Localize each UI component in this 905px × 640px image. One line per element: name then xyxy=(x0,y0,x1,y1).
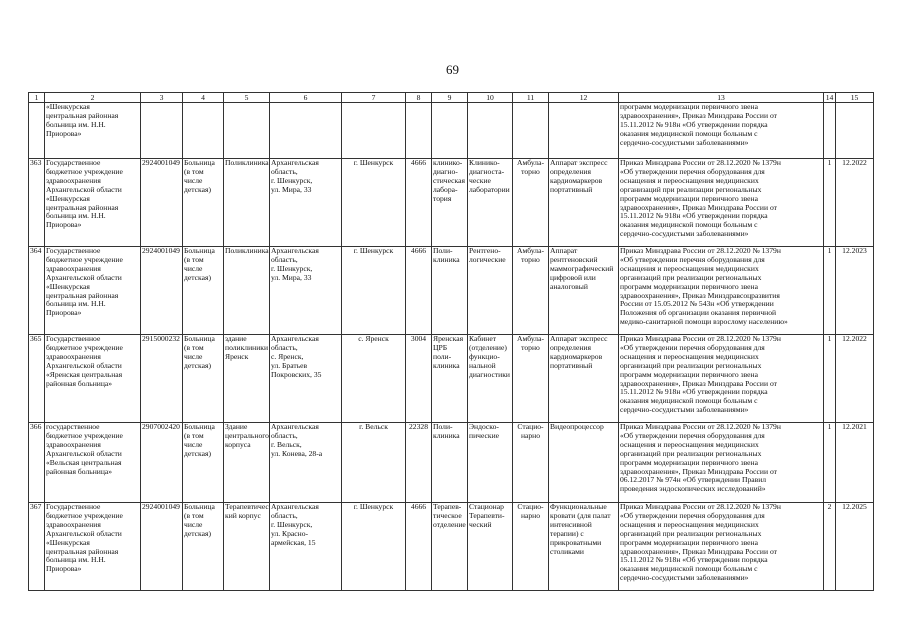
table-row xyxy=(29,423,874,503)
equipment-cell: Функциональные кровати (для палат интенсивной терапии) с прикроватными столиками xyxy=(549,503,619,591)
column-number-row xyxy=(29,93,874,103)
organization-cell: Государственное бюджетное учреждение здравоохранения Архангельской области «Шенкурская центральная районная больница им. Н.Н. Приорова» xyxy=(45,247,141,335)
department-cell: Стационар Терапевти- ческий xyxy=(468,503,513,591)
unit-cell: клинико- диагно- стическая лабора- тория xyxy=(432,159,468,247)
population-cell: 4666 xyxy=(406,247,432,335)
inn-cell: 2915000232 xyxy=(141,335,183,423)
basis-cell: программ модернизации первичного звена здравоохранения», Приказ Минздрава России от 15.11.2012 № 918н «Об утверждении порядка оказания медицинской помощи больным с сердечно-сосудистыми заболеваниями» xyxy=(619,103,824,159)
building-cell: Поликлиника xyxy=(224,159,270,247)
department-cell: Рентгено- логические xyxy=(468,247,513,335)
mode-cell: Стацио- нарно xyxy=(513,423,549,503)
equipment-cell: Аппарат рентгеновский маммографический цифровой или аналоговый xyxy=(549,247,619,335)
population-cell: 4666 xyxy=(406,159,432,247)
date-cell: 12.2022 xyxy=(836,335,874,423)
facility-type-cell: Больница (в том числе детская) xyxy=(183,423,224,503)
basis-cell: Приказ Минздрава России от 28.12.2020 № 1379н «Об утверждении перечня оборудования для оснащения и переоснащения медицинских организаций при реализации региональных программ модернизации первичного звена здравоохранения», Приказ Минздрава России от 15.11.2012 № 918н «Об утверждении порядка оказания медицинской помощи больным с сердечно-сосудистыми заболеваниями» xyxy=(619,503,824,591)
column-header: 6 xyxy=(270,93,342,103)
row-number: 366 xyxy=(29,423,45,503)
population-cell: 4666 xyxy=(406,503,432,591)
date-cell: 12.2025 xyxy=(836,503,874,591)
quantity-cell: 2 xyxy=(824,503,836,591)
locality-cell: г. Шенкурск xyxy=(342,503,406,591)
row-number: 364 xyxy=(29,247,45,335)
date-cell: 12.2021 xyxy=(836,423,874,503)
column-header: 4 xyxy=(183,93,224,103)
locality-cell: г. Шенкурск xyxy=(342,247,406,335)
table-row xyxy=(29,247,874,335)
column-header: 9 xyxy=(432,93,468,103)
address-cell: Архангельская область, г. Шенкурск, ул. Мира, 33 xyxy=(270,159,342,247)
date-cell: 12.2023 xyxy=(836,247,874,335)
column-header: 1 xyxy=(29,93,45,103)
inn-cell: 2924001049 xyxy=(141,503,183,591)
locality-cell: г. Шенкурск xyxy=(342,159,406,247)
unit-cell: Яренская ЦРБ поли- клиника xyxy=(432,335,468,423)
column-header: 3 xyxy=(141,93,183,103)
address-cell: Архангельская область, г. Вельск, ул. Конева, 28-а xyxy=(270,423,342,503)
mode-cell: Амбула- торно xyxy=(513,247,549,335)
mode-cell: Стацио- нарно xyxy=(513,503,549,591)
quantity-cell: 1 xyxy=(824,335,836,423)
organization-cell: государственное бюджетное учреждение здравоохранения Архангельской области «Вельская центральная районная больница» xyxy=(45,423,141,503)
facility-type-cell: Больница (в том числе детская) xyxy=(183,159,224,247)
unit-cell: Терапев- тическое отделение xyxy=(432,503,468,591)
mode-cell: Амбула- торно xyxy=(513,159,549,247)
inn-cell: 2924001049 xyxy=(141,159,183,247)
equipment-cell: Аппарат экспресс определения кардиомаркеров портативный xyxy=(549,159,619,247)
equipment-register-table xyxy=(28,92,874,591)
basis-cell: Приказ Минздрава России от 28.12.2020 № 1379н «Об утверждении перечня оборудования для оснащения и переоснащения медицинских организаций при реализации региональных программ модернизации первичного звена здравоохранения», Приказ Минздрава России от 06.12.2017 № 974н «Об утверждении Правил проведения эндоскопических исследований» xyxy=(619,423,824,503)
organization-cell: «Шенкурская центральная районная больница им. Н.Н. Приорова» xyxy=(45,103,141,159)
department-cell: Клинико- диагноста- ческие лаборатории xyxy=(468,159,513,247)
quantity-cell: 1 xyxy=(824,423,836,503)
quantity-cell: 1 xyxy=(824,159,836,247)
date-cell: 12.2022 xyxy=(836,159,874,247)
address-cell: Архангельская область, г. Шенкурск, ул. Мира, 33 xyxy=(270,247,342,335)
row-number: 363 xyxy=(29,159,45,247)
equipment-cell: Аппарат экспресс определения кардиомаркеров портативный xyxy=(549,335,619,423)
inn-cell: 2907002420 xyxy=(141,423,183,503)
building-cell: здание поликлиники Яренск xyxy=(224,335,270,423)
mode-cell: Амбула- торно xyxy=(513,335,549,423)
table-row xyxy=(29,503,874,591)
column-header: 12 xyxy=(549,93,619,103)
column-header: 15 xyxy=(836,93,874,103)
building-cell: Терапевтичес кий корпус xyxy=(224,503,270,591)
building-cell: Здание центрального корпуса xyxy=(224,423,270,503)
column-header: 8 xyxy=(406,93,432,103)
building-cell: Поликлиника xyxy=(224,247,270,335)
unit-cell: Поли- клиника xyxy=(432,247,468,335)
population-cell: 3004 xyxy=(406,335,432,423)
quantity-cell: 1 xyxy=(824,247,836,335)
row-number: 365 xyxy=(29,335,45,423)
organization-cell: Государственное бюджетное учреждение здравоохранения Архангельской области «Шенкурская центральная районная больница им. Н.Н. Приорова» xyxy=(45,159,141,247)
page-number: 69 xyxy=(446,62,459,77)
equipment-cell: Видеопроцессор xyxy=(549,423,619,503)
table-row xyxy=(29,159,874,247)
locality-cell: г. Вельск xyxy=(342,423,406,503)
organization-cell: Государственное бюджетное учреждение здравоохранения Архангельской области «Шенкурская центральная районная больница им. Н.Н. Приорова» xyxy=(45,503,141,591)
column-header: 11 xyxy=(513,93,549,103)
column-header: 10 xyxy=(468,93,513,103)
table-row xyxy=(29,335,874,423)
row-number: 367 xyxy=(29,503,45,591)
address-cell: Архангельская область, с. Яренск, ул. Братьев Покровских, 35 xyxy=(270,335,342,423)
basis-cell: Приказ Минздрава России от 28.12.2020 № 1379н «Об утверждении перечня оборудования для оснащения и переоснащения медицинских организаций при реализации региональных программ модернизации первичного звена здравоохранения», Приказ Минздрава России от 15.11.2012 № 918н «Об утверждении порядка оказания медицинской помощи больным с сердечно-сосудистыми заболеваниями» xyxy=(619,335,824,423)
basis-cell: Приказ Минздрава России от 28.12.2020 № 1379н «Об утверждении перечня оборудования для оснащения и переоснащения медицинских организаций при реализации региональных программ модернизации первичного звена здравоохранения», Приказ Минздравсоцразвития России от 15.05.2012 № 543н «Об утверждении Положения об организации оказания первичной медико-санитарной помощи взрослому населению» xyxy=(619,247,824,335)
department-cell: Эндоско- пические xyxy=(468,423,513,503)
population-cell: 22328 xyxy=(406,423,432,503)
column-header: 13 xyxy=(619,93,824,103)
basis-cell: Приказ Минздрава России от 28.12.2020 № 1379н «Об утверждении перечня оборудования для оснащения и переоснащения медицинских организаций при реализации региональных программ модернизации первичного звена здравоохранения», Приказ Минздрава России от 15.11.2012 № 918н «Об утверждении порядка оказания медицинской помощи больным с сердечно-сосудистыми заболеваниями» xyxy=(619,159,824,247)
department-cell: Кабинет (отделение) функцио- нальной диагностики xyxy=(468,335,513,423)
facility-type-cell: Больница (в том числе детская) xyxy=(183,335,224,423)
column-header: 7 xyxy=(342,93,406,103)
inn-cell: 2924001049 xyxy=(141,247,183,335)
continuation-row xyxy=(29,103,874,159)
facility-type-cell: Больница (в том числе детская) xyxy=(183,247,224,335)
column-header: 14 xyxy=(824,93,836,103)
organization-cell: Государственное бюджетное учреждение здравоохранения Архангельской области «Яренская центральная районная больница» xyxy=(45,335,141,423)
facility-type-cell: Больница (в том числе детская) xyxy=(183,503,224,591)
locality-cell: с. Яренск xyxy=(342,335,406,423)
column-header: 5 xyxy=(224,93,270,103)
address-cell: Архангельская область, г. Шенкурск, ул. Красно- армейская, 15 xyxy=(270,503,342,591)
column-header: 2 xyxy=(45,93,141,103)
unit-cell: Поли- клиника xyxy=(432,423,468,503)
